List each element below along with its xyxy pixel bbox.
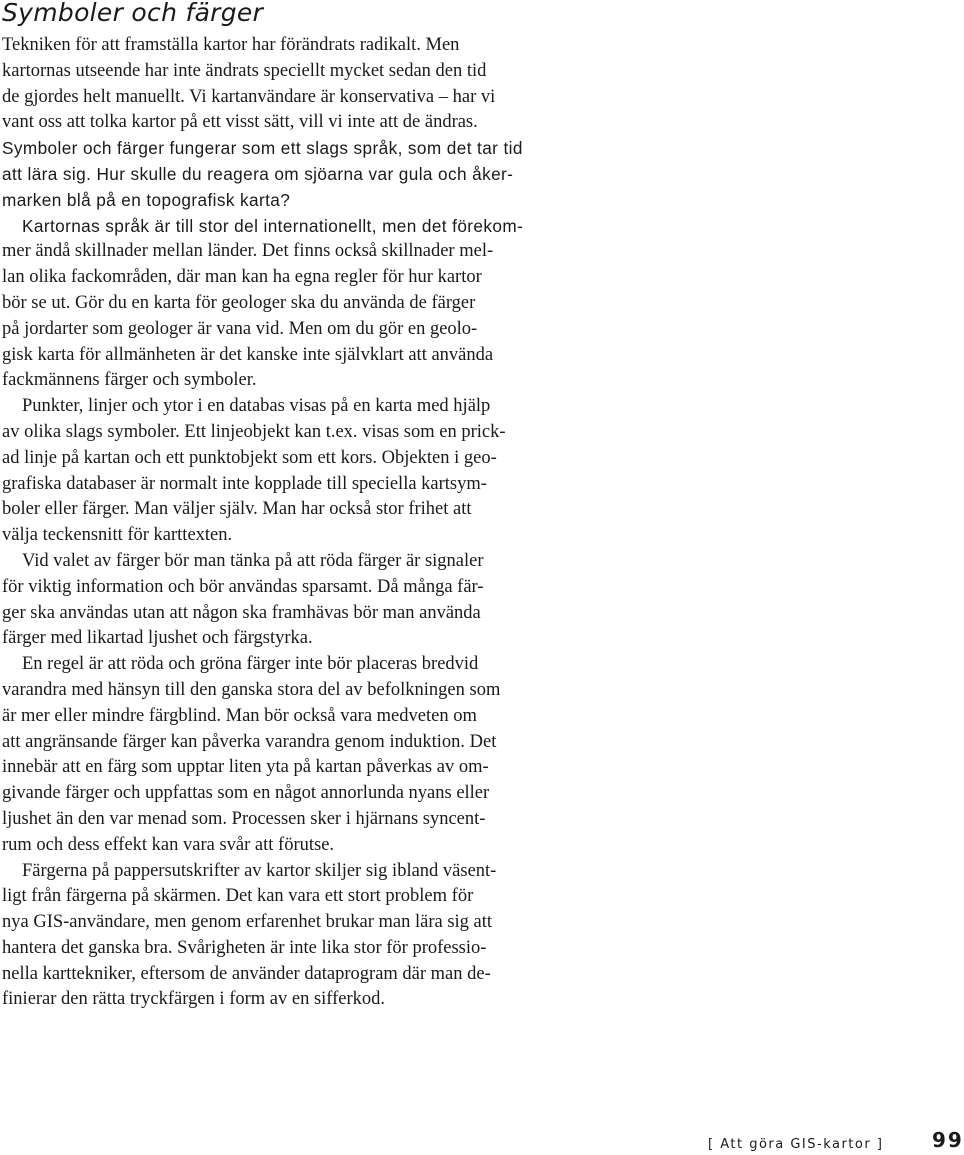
page-number: 99 (932, 1128, 964, 1152)
text-line: Vid valet av färger bör man tänka på att röda färger är signaler (22, 550, 484, 571)
text-line: är mer eller mindre färgblind. Man bör också vara medveten om (2, 705, 477, 726)
text-line: Kartornas språk är till stor del internationellt, men det förekom- (22, 215, 524, 236)
text-line: att lära sig. Hur skulle du reagera om sjöarna var gula och åker- (2, 163, 514, 184)
footer-book-title: [ Att göra GIS-kartor ] (708, 1136, 884, 1152)
text-line: de gjordes helt manuellt. Vi kartanvändare är konservativa – har vi (2, 86, 496, 107)
text-line: ljushet än den var menad som. Processen sker i hjärnans syncent- (2, 808, 486, 829)
text-line: ligt från färgerna på skärmen. Det kan vara ett stort problem för (2, 886, 474, 907)
text-line: grafiska databaser är normalt inte kopplade till speciella kartsym- (2, 473, 487, 494)
text-line: boler eller färger. Man väljer själv. Man har också stor frihet att (2, 499, 472, 520)
text-line: Punkter, linjer och ytor i en databas visas på en karta med hjälp (22, 396, 491, 417)
text-line: nella karttekniker, eftersom de använder dataprogram där man de- (2, 963, 491, 984)
text-line: gisk karta för allmänheten är det kanske inte självklart att använda (2, 344, 494, 365)
text-line: Tekniken för att framställa kartor har förändrats radikalt. Men (2, 35, 460, 55)
body-text (2, 33, 602, 1013)
text-line: kartornas utseende har inte ändrats speciellt mycket sedan den tid (2, 60, 487, 81)
text-line: av olika slags symboler. Ett linjeobjekt kan t.ex. visas som en prick- (2, 421, 506, 442)
text-line: ger ska användas utan att någon ska framhävas bör man använda (2, 602, 481, 623)
text-line: mer ändå skillnader mellan länder. Det finns också skillnader mel- (2, 241, 494, 262)
text-line: på jordarter som geologer är vana vid. Men om du gör en geolo- (2, 318, 478, 339)
text-line: Färgerna på pappersutskrifter av kartor skiljer sig ibland väsent- (22, 860, 497, 881)
text-line: lan olika fackområden, där man kan ha egna regler för hur kartor (2, 267, 482, 288)
text-line: rum och dess effekt kan vara svår att förutse. (2, 834, 335, 855)
text-line: varandra med hänsyn till den ganska stora del av befolkningen som (2, 679, 501, 700)
text-line: fackmännens färger och symboler. (2, 370, 257, 391)
text-line: marken blå på en topografisk karta? (2, 189, 291, 210)
text-line: finierar den rätta tryckfärgen i form av en sifferkod. (2, 989, 386, 1010)
text-line: för viktig information och bör användas sparsamt. Då många fär- (2, 576, 484, 597)
running-footer (708, 1133, 883, 1155)
section-heading: Symboler och färger (2, 0, 264, 27)
text-line: välja teckensnitt för karttexten. (2, 525, 233, 546)
text-line: nya GIS-användare, men genom erfarenhet brukar man lära sig att (2, 912, 493, 933)
text-line: innebär att en färg som upptar liten yta på kartan påverkas av om- (2, 757, 489, 778)
text-line: En regel är att röda och gröna färger inte bör placeras bredvid (22, 654, 479, 675)
text-line: färger med likartad ljushet och färgstyrka. (2, 628, 313, 649)
text-line: ad linje på kartan och ett punktobjekt som ett kors. Objekten i geo- (2, 447, 497, 468)
text-line: Symboler och färger fungerar som ett slags språk, som det tar tid (2, 138, 523, 159)
text-line: att angränsande färger kan påverka varandra genom induktion. Det (2, 731, 497, 752)
text-line: vant oss att tolka kartor på ett visst sätt, vill vi inte att de ändras. (2, 112, 478, 133)
text-line: hantera det ganska bra. Svårigheten är inte lika stor för professio- (2, 937, 487, 958)
text-line: givande färger och uppfattas som en något annorlunda nyans eller (2, 783, 490, 804)
text-line: bör se ut. Gör du en karta för geologer ska du använda de färger (2, 292, 476, 313)
